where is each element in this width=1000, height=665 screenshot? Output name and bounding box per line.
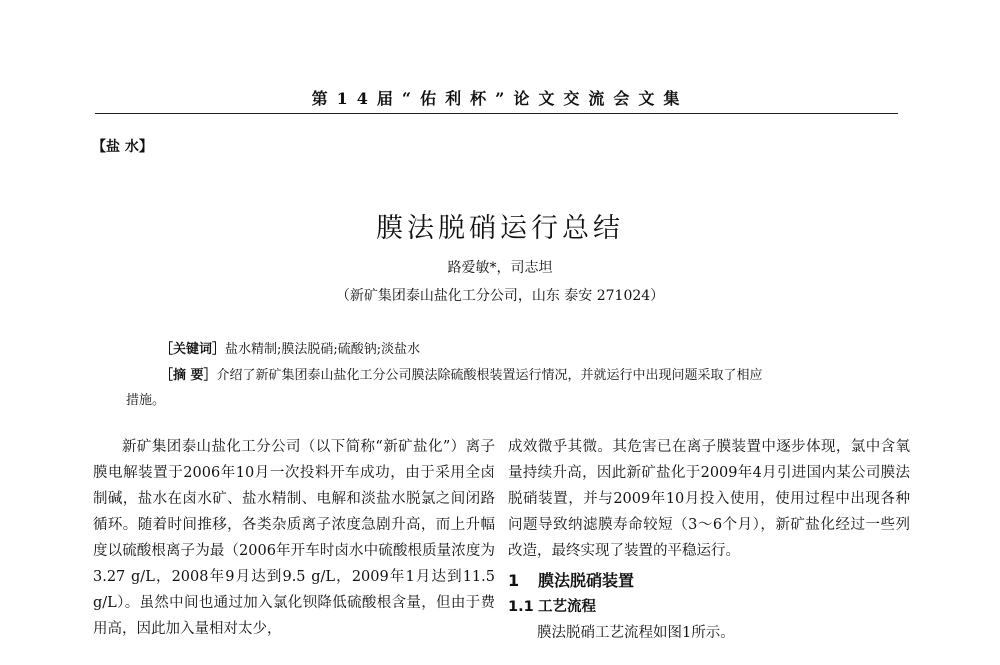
abstract-label: ［摘 要］ <box>160 368 217 383</box>
subsection-heading-1-1 <box>508 594 910 620</box>
running-header: 第14届“佑利杯”论文交流会文集 <box>311 89 689 108</box>
affiliation: （新矿集团泰山盐化工分公司，山东 泰安 271024） <box>335 288 665 304</box>
subsection-title: 工艺流程 <box>538 599 596 615</box>
subsection-number: 1.1 <box>508 599 534 615</box>
section-number: 1 <box>508 571 520 590</box>
body-paragraph-right: 成效微乎其微。其危害已在离子膜装置中逐步体现，氯中含氧量持续升高，因此新矿盐化于2009年4月引进国内某公司膜法脱硝装置，并与2009年10月投入使用，使用过程中出现各种问题导致纳滤膜寿命较短（3～6个月），新矿盐化经过一些列改造，最终实现了装置的平稳运行。 <box>508 439 910 559</box>
section-title: 膜法脱硝装置 <box>538 571 635 590</box>
left-column <box>93 434 495 642</box>
abstract-line-1: 介绍了新矿集团泰山盐化工分公司膜法除硫酸根装置运行情况，并就运行中出现问题采取了相应 <box>216 368 763 383</box>
paper-title: 膜法脱硝运行总结 <box>376 213 624 245</box>
section-tag: 【盐 水】 <box>92 139 153 155</box>
right-column <box>508 434 910 646</box>
body-paragraph-left: 新矿集团泰山盐化工分公司（以下简称“新矿盐化”）离子膜电解装置于2006年10月一次投料开车成功，由于采用全卤制碱，盐水在卤水矿、盐水精制、电解和淡盐水脱氯之间闭路循环。随着时间推移，各类杂质离子浓度急剧升高，而上升幅度以硫酸根离子为最（2006年开车时卤水中硫酸根质量浓度为3.27 g/L，2008年9月达到9.5 g/L，2009年1月达到11.5 g/L）。虽然中间也通过加入氯化钡降低硫酸根含量，但由于费用高，因此加入量相对太少， <box>93 439 495 637</box>
keywords <box>160 338 420 357</box>
authors: 路爱敏*，司志坦 <box>447 260 553 276</box>
keywords-text: 盐水精制;膜法脱硝;硫酸钠;淡盐水 <box>225 342 421 357</box>
header-rule <box>95 113 898 114</box>
abstract-line-2: 措施。 <box>126 393 166 408</box>
abstract <box>160 364 763 383</box>
subsection-text: 膜法脱硝工艺流程如图1所示。 <box>537 625 735 641</box>
section-heading-1 <box>508 568 910 594</box>
keywords-label: ［关键词］ <box>160 342 226 357</box>
